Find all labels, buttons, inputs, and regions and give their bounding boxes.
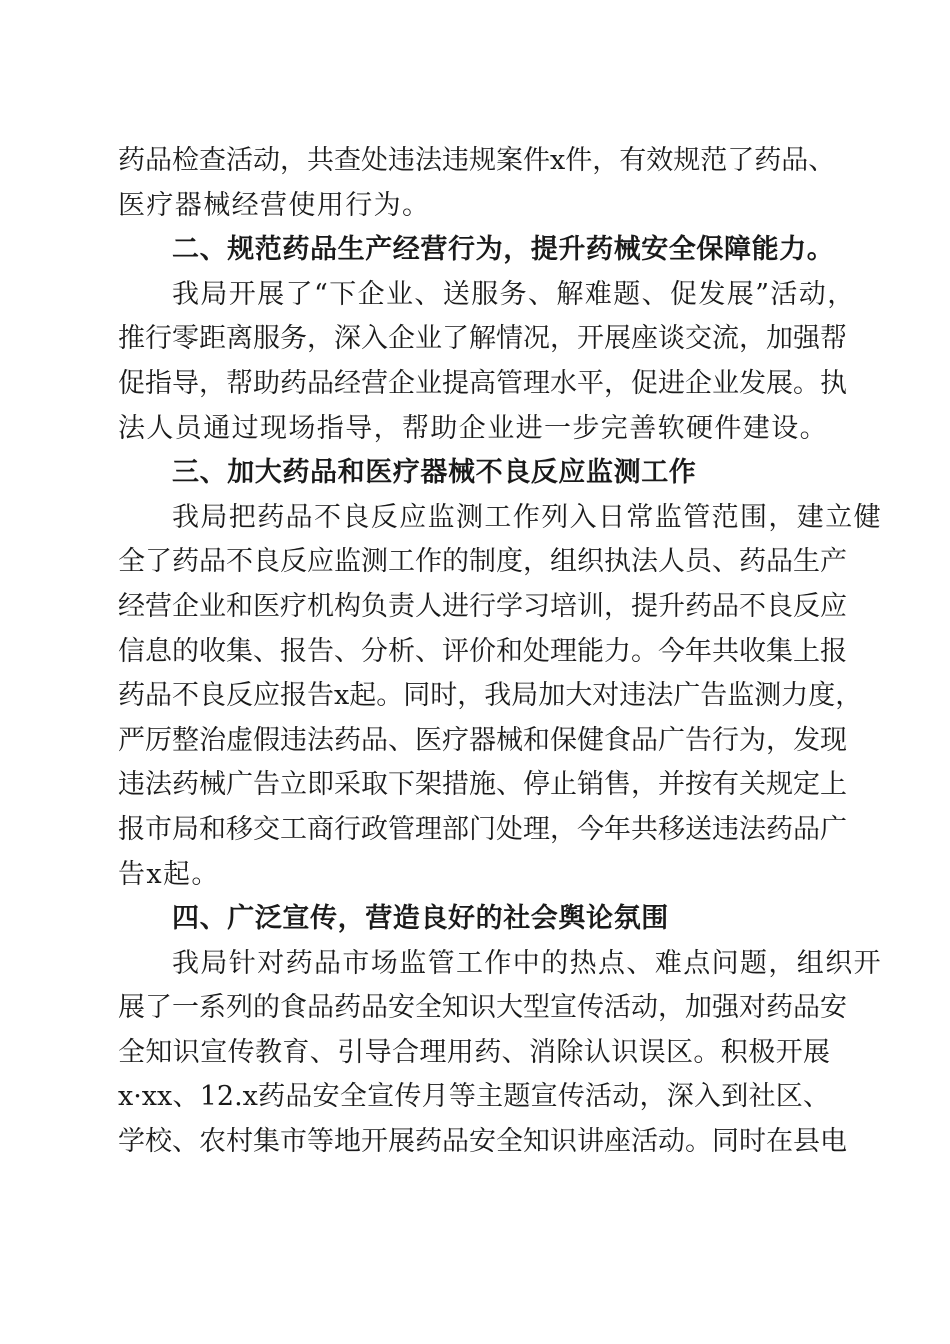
text-line: x·xx、12.x药品安全宣传月等主题宣传活动，深入到社区、 <box>118 1081 830 1113</box>
text-line: 推行零距离服务，深入企业了解情况，开展座谈交流，加强帮 <box>118 323 847 355</box>
section-heading-4: 四、广泛宣传，营造良好的社会舆论氛围 <box>172 903 669 935</box>
text-line: 学校、农村集市等地开展药品安全知识讲座活动。同时在县电 <box>118 1126 847 1158</box>
text-line: 展了一系列的食品药品安全知识大型宣传活动，加强对药品安 <box>118 992 847 1024</box>
text-line: 医疗器械经营使用行为。 <box>118 189 431 221</box>
text-line: 严厉整治虚假违法药品、医疗器械和保健食品广告行为，发现 <box>118 724 847 756</box>
text-line: 促指导，帮助药品经营企业提高管理水平，促进企业发展。执 <box>118 367 847 399</box>
text-line: 药品检查活动，共查处违法违规案件x件，有效规范了药品、 <box>118 145 836 176</box>
text-line: 我局把药品不良反应监测工作列入日常监管范围，建立健 <box>172 501 882 533</box>
text-line: 我局针对药品市场监管工作中的热点、难点问题，组织开 <box>172 947 882 979</box>
text-line: 报市局和移交工商行政管理部门处理，今年共移送违法药品广 <box>118 813 847 845</box>
text-line: 违法药械广告立即采取下架措施、停止销售，并按有关规定上 <box>118 769 847 801</box>
text-line: 我局开展了“下企业、送服务、解难题、促发展”活动， <box>172 278 856 310</box>
text-line: 药品不良反应报告x起。同时，我局加大对违法广告监测力度， <box>118 680 863 712</box>
text-line: 信息的收集、报告、分析、评价和处理能力。今年共收集上报 <box>118 635 847 667</box>
text-line: 全了药品不良反应监测工作的制度，组织执法人员、药品生产 <box>118 546 847 578</box>
text-line: 告x起。 <box>118 858 220 890</box>
text-line: 全知识宣传教育、引导合理用药、消除认识误区。积极开展 <box>118 1036 830 1068</box>
text-line: 经营企业和医疗机构负责人进行学习培训，提升药品不良反应 <box>118 590 847 622</box>
document-page <box>118 139 882 1165</box>
section-heading-3: 三、加大药品和医疗器械不良反应监测工作 <box>172 457 697 489</box>
text-line: 法人员通过现场指导，帮助企业进一步完善软硬件建设。 <box>118 412 828 444</box>
section-heading-2: 二、规范药品生产经营行为，提升药械安全保障能力。 <box>172 234 835 266</box>
